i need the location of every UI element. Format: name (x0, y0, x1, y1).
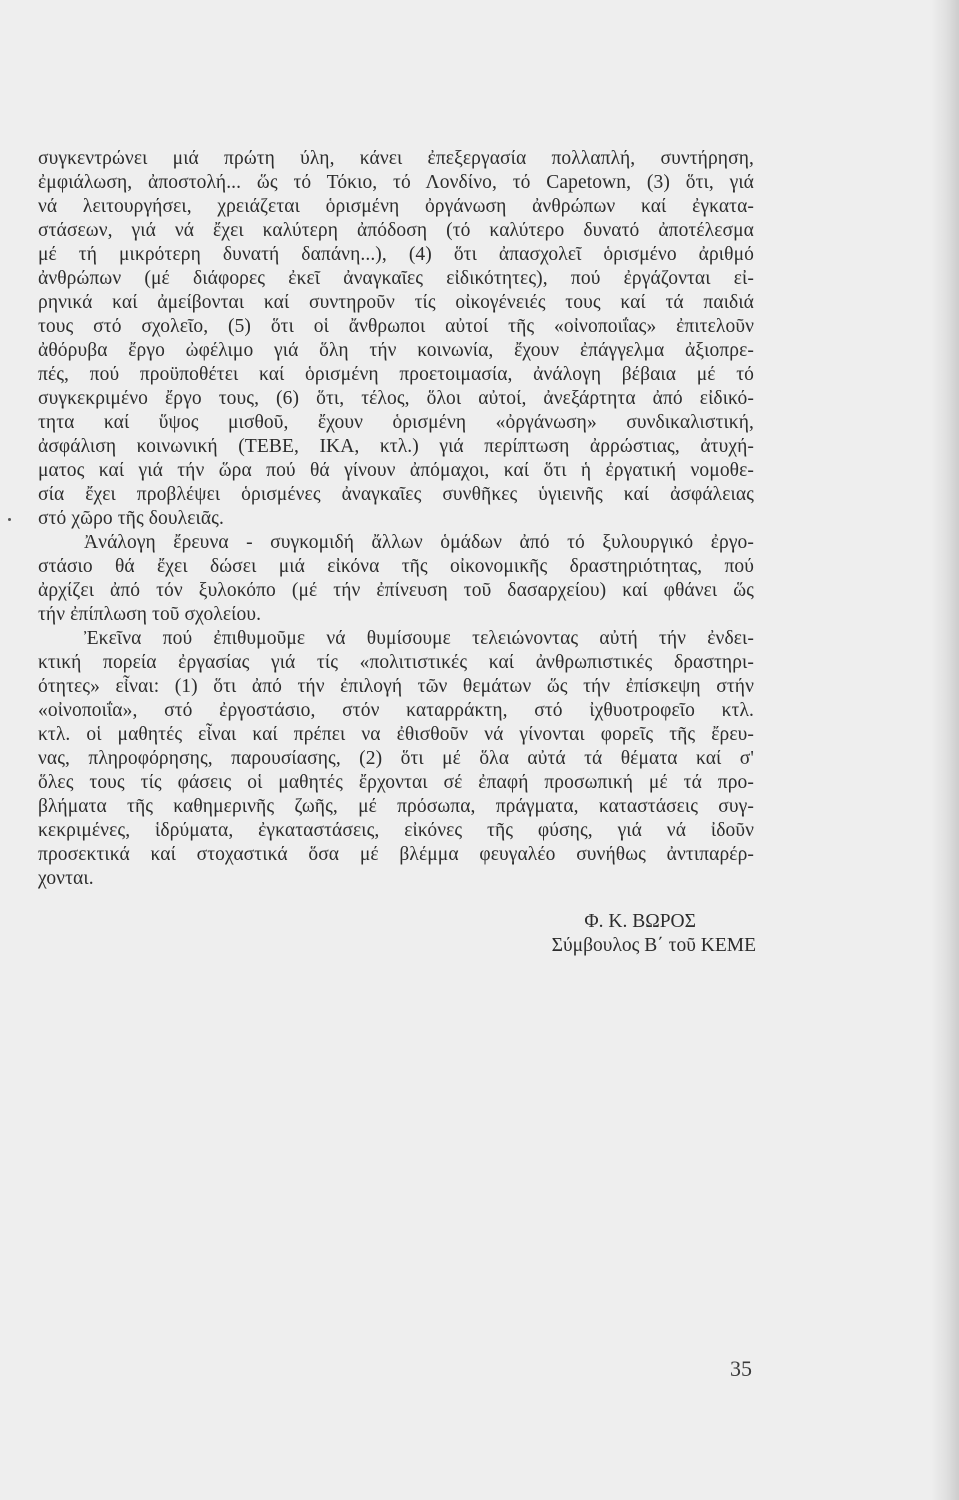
margin-speck (8, 518, 11, 521)
spine-shadow (931, 0, 959, 1500)
text-line: ἀσφάλιση κοινωνική (ΤΕΒΕ, ΙΚΑ, κτλ.) γιά περίπτωση ἀρρώστιας, ἀτυχή- (38, 436, 754, 457)
paragraph-3 (38, 627, 754, 891)
text-line: προσεκτικά καί στοχαστικά ὅσα μέ βλέμμα φευγαλέο συνήθως ἀντιπαρέρ- (38, 844, 754, 865)
signature-block (552, 910, 756, 958)
text-line: ἀνθρώπων (μέ διάφορες ἐκεῖ ἀναγκαῖες εἰδικότητες), πού ἐργάζονται εἰ- (38, 268, 754, 289)
text-line: μέ τή μικρότερη δυνατή δαπάνη...), (4) ὅτι ἀπασχολεῖ ὁρισμένο ἀριθμό (38, 244, 754, 265)
text-line: κτλ. οἱ μαθητές εἶναι καί πρέπει να ἐθισθοῦν νά γίνονται φορεῖς τῆς ἔρευ- (38, 724, 754, 745)
text-line: ότητες» εἶναι: (1) ὅτι ἀπό τήν ἐπιλογή τῶν θεμάτων ὥς τήν ἐπίσκεψη στήν (38, 676, 754, 697)
text-line: Ἀνάλογη ἔρευνα - συγκομιδή ἄλλων ὁμάδων ἀπό τό ξυλουργικό ἐργο- (84, 532, 754, 553)
paragraph-1 (38, 147, 754, 531)
text-line: χονται. (38, 868, 94, 889)
text-line: «οἰνοποιΐα», στό ἐργοστάσιο, στόν καταρράκτη, στό ἰχθυοτροφεῖο κτλ. (38, 700, 754, 721)
text-line: νά λειτουργήσει, χρειάζεται ὁρισμένη ὀργάνωση ἀνθρώπων καί ἐγκατα- (38, 196, 754, 217)
text-line: Ἐκεῖνα πού ἐπιθυμοῦμε νά θυμίσουμε τελειώνοντας αὐτή τήν ἐνδει- (84, 628, 754, 649)
text-line: συγκεκριμένο ἔργο τους, (6) ὅτι, τέλος, ὅλοι αὐτοί, ἀνεξάρτητα ἀπό εἰδικό- (38, 388, 754, 409)
text-line: κτική πορεία ἐργασίας γιά τίς «πολιτιστικές καί ἀνθρωπιστικές δραστηρι- (38, 652, 754, 673)
page-number: 35 (730, 1356, 752, 1381)
text-line: βλήματα τῆς καθημερινῆς ζωῆς, μέ πρόσωπα, πράγματα, καταστάσεις συγ- (38, 796, 754, 817)
text-line: συγκεντρώνει μιά πρώτη ύλη, κάνει ἐπεξεργασία πολλαπλή, συντήρηση, (38, 148, 754, 169)
text-line: ἀρχίζει ἀπό τόν ξυλοκόπο (μέ τήν ἐπίνευση τοῦ δασαρχείου) καί φθάνει ὥς (38, 580, 754, 601)
text-line: τητα καί ὕψος μισθοῦ, ἔχουν ὁρισμένη «ὀργάνωση» συνδικαλιστική, (38, 412, 754, 433)
text-line: ἐμφιάλωση, ἀποστολή... ὥς τό Τόκιο, τό Λονδίνο, τό Capetown, (3) ὅτι, γιά (38, 172, 754, 193)
text-line: ματος καί γιά τήν ὥρα πού θά γίνουν ἀπόμαχοι, καί ὅτι ἡ ἐργατική νομοθε- (38, 460, 754, 481)
text-line: στό χῶρο τῆς δουλειᾶς. (38, 508, 224, 529)
text-line: τήν ἐπίπλωση τοῦ σχολείου. (38, 604, 262, 625)
text-line: τους στό σχολεῖο, (5) ὅτι οἱ ἄνθρωποι αὐτοί τῆς «οἰνοποιΐας» ἐπιτελοῦν (38, 316, 754, 337)
body-text (38, 147, 754, 891)
text-line: ὅλες τους τίς φάσεις οἱ μαθητές ἔρχονται σέ ἐπαφή προσωπική μέ τά προ- (38, 772, 754, 793)
author-name: Φ. Κ. ΒΩΡΟΣ (584, 911, 696, 932)
author-role: Σύμβουλος Β΄ τοῦ ΚΕΜΕ (551, 935, 756, 956)
text-line: κεκριμένες, ἱδρύματα, ἐγκαταστάσεις, εἰκόνες τῆς φύσης, γιά νά ἰδοῦν (38, 820, 754, 841)
text-line: στάσεων, γιά νά ἔχει καλύτερη ἀπόδοση (τό καλύτερο δυνατό ἀποτέλεσμα (38, 220, 754, 241)
text-line: ἀθόρυβα ἔργο ὠφέλιμο γιά ὅλη τήν κοινωνία, ἔχουν ἐπάγγελμα ἀξιοπρε- (38, 340, 754, 361)
text-line: νας, πληροφόρησης, παρουσίασης, (2) ὅτι μέ ὅλα αὐτά τά θέματα καί σ' (38, 748, 754, 769)
text-line: πές, πού προϋποθέτει καί ὁρισμένη προετοιμασία, ἀνάλογη βέβαια μέ τό (38, 364, 754, 385)
text-line: στάσιο θά ἔχει δώσει μιά εἰκόνα τῆς οἰκονομικῆς δραστηριότητας, πού (38, 556, 754, 577)
paragraph-2 (38, 531, 754, 627)
text-line: σία ἔχει προβλέψει ὁρισμένες ἀναγκαῖες συνθῆκες ὑγιεινῆς καί ἀσφάλειας (38, 484, 754, 505)
text-line: ρηνικά καί ἀμείβονται καί συντηροῦν τίς οἰκογένειές τους καί τά παιδιά (38, 292, 754, 313)
